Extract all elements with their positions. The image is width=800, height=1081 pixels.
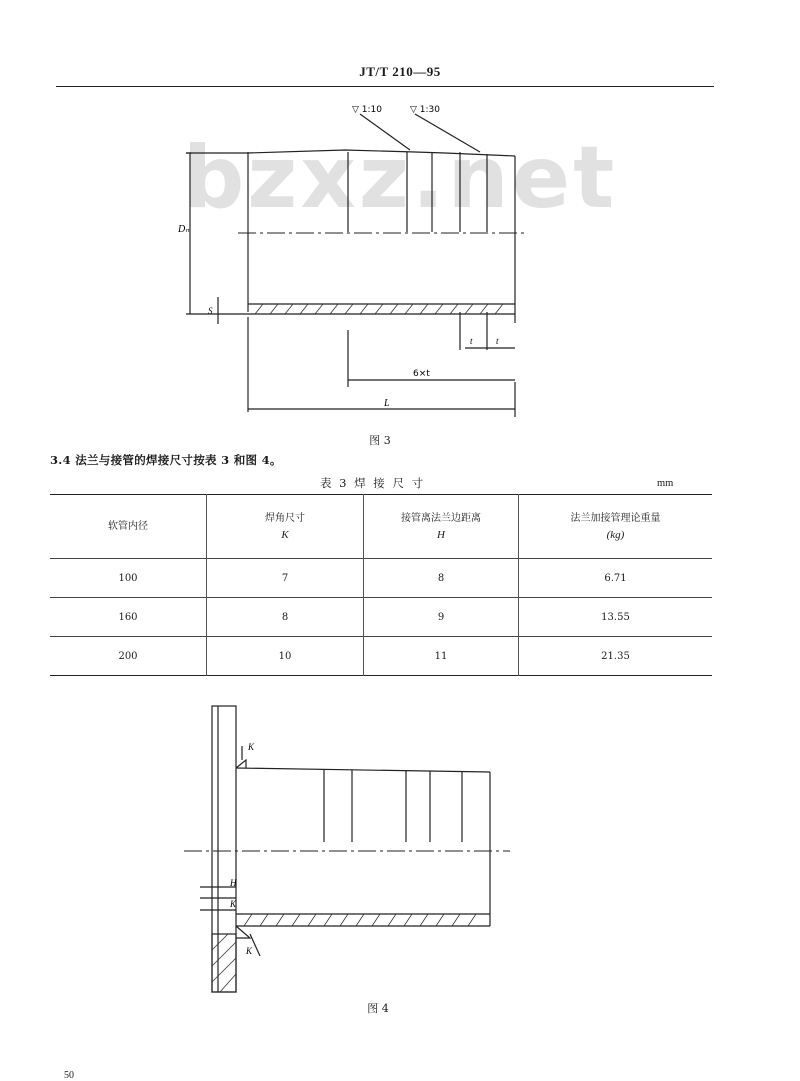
table-cell: 7 — [207, 559, 364, 598]
header-rule — [56, 86, 714, 87]
document-header: JT/T 210—95 — [359, 64, 441, 79]
table-row — [50, 598, 712, 637]
taper-label-a: ▽ 1:10 — [352, 105, 382, 115]
table-cell: 200 — [118, 650, 138, 662]
header-theoretical-weight: 法兰加接管理论重量 (kg) — [519, 495, 713, 559]
h-label: H — [230, 878, 237, 888]
table-cell: 100 — [118, 572, 138, 584]
table-row — [50, 637, 712, 676]
taper-label-b: ▽ 1:30 — [410, 105, 440, 115]
section-3-4-text: 3.4 法兰与接管的焊接尺寸按表 3 和图 4。 — [50, 453, 282, 467]
figure-3-drawing — [170, 92, 540, 437]
figure-4 — [180, 702, 520, 998]
segments-label: 6×t — [413, 369, 430, 379]
length-label: L — [384, 398, 390, 409]
table-caption: 表 3 焊 接 尺 寸 — [320, 476, 426, 490]
figure-3-caption: 图 3 — [369, 434, 391, 447]
table-cell: 13.55 — [519, 598, 713, 637]
table-unit: mm — [657, 478, 674, 489]
k-label-top: K — [248, 742, 255, 752]
table-header-row — [50, 495, 712, 559]
s-label: S — [208, 306, 213, 316]
k-label-mid: K — [230, 899, 237, 909]
header-weld-size: 焊角尺寸 K — [207, 495, 364, 559]
header-hose-diameter: 软管内径 — [108, 521, 148, 532]
weld-dimensions-table — [50, 494, 712, 676]
t-label-1: t — [470, 336, 473, 346]
table-cell: 10 — [207, 637, 364, 676]
dn-label: Dₙ — [178, 224, 190, 235]
table-cell: 9 — [364, 598, 519, 637]
table-row — [50, 559, 712, 598]
figure-3 — [170, 92, 540, 437]
k-label-bottom: K — [246, 946, 253, 956]
t-label-2: t — [496, 336, 499, 346]
table-cell: 8 — [364, 559, 519, 598]
table-cell: 11 — [364, 637, 519, 676]
watermark: bzxz.net — [182, 128, 618, 228]
table-cell: 6.71 — [519, 559, 713, 598]
table-cell: 21.35 — [519, 637, 713, 676]
header-edge-distance: 接管离法兰边距离 H — [364, 495, 519, 559]
page-number: 50 — [64, 1070, 74, 1081]
table-cell: 8 — [207, 598, 364, 637]
figure-4-drawing — [180, 702, 520, 998]
table-cell: 160 — [118, 611, 138, 623]
figure-4-caption: 图 4 — [367, 1002, 389, 1015]
